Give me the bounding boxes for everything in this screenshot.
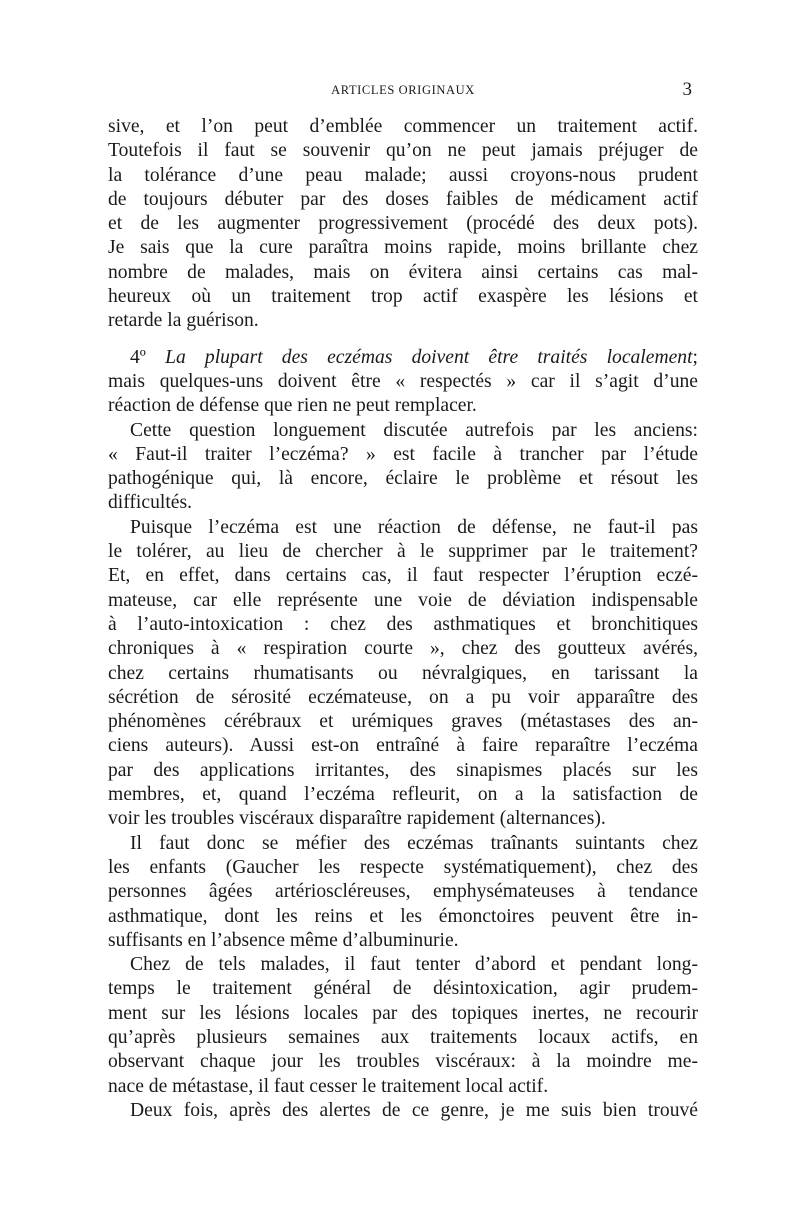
book-page [108, 0, 698, 1227]
text-line: chez certains rhumatisants ou névralgiques, en tarissant la [108, 662, 698, 684]
text-line: Il faut donc se méfier des eczémas traînants suintants chez [130, 832, 698, 854]
paragraph-2 [108, 346, 698, 419]
page-number: 3 [682, 79, 692, 100]
section-gap [108, 334, 698, 346]
paragraph-4 [108, 516, 698, 832]
paragraph-1 [108, 115, 698, 334]
text-line: Toutefois il faut se souvenir qu’on ne peut jamais préjuger de [108, 140, 698, 162]
text-line: chroniques à « respiration courte », chez des goutteux avérés, [108, 638, 698, 660]
text-line: suffisants en l’absence même d’albuminurie. [108, 929, 459, 951]
text-line: par des applications irritantes, des sinapismes placés sur les [108, 759, 698, 781]
paragraph-3 [108, 419, 698, 516]
text-line: nace de métastase, il faut cesser le traitement local actif. [108, 1075, 549, 1097]
text-line: heureux où un traitement trop actif exaspère les lésions et [108, 286, 698, 308]
text-line: sive, et l’on peut d’emblée commencer un traitement actif. [108, 116, 698, 137]
text-line: Et, en effet, dans certains cas, il faut respecter l’éruption eczé- [108, 565, 698, 587]
text-line: Puisque l’eczéma est une réaction de défense, ne faut-il pas [130, 516, 698, 538]
text-line: voir les troubles viscéraux disparaître rapidement (alternances). [108, 808, 606, 830]
text-line: temps le traitement général de désintoxication, agir prudem- [108, 978, 698, 1000]
text-line: ment sur les lésions locales par des topiques inertes, ne recourir [108, 1002, 698, 1024]
text-line: la tolérance d’une peau malade; aussi croyons-nous prudent [108, 164, 698, 186]
section-heading [108, 346, 698, 370]
text-line: « Faut-il traiter l’eczéma? » est facile à trancher par l’étude [108, 443, 698, 465]
text-line: difficultés. [108, 492, 192, 514]
running-head [108, 80, 698, 102]
text-line: réaction de défense que rien ne peut remplacer. [108, 395, 477, 417]
text-line: mais quelques-uns doivent être « respectés » car il s’agit d’une [108, 370, 698, 392]
paragraph-5 [108, 832, 698, 953]
text-line: les enfants (Gaucher les respecte systématiquement), chez des [108, 856, 698, 878]
text-line: Chez de tels malades, il faut tenter d’abord et pendant long- [130, 954, 698, 976]
text-line: personnes âgées artérioscléreuses, emphysémateuses à tendance [108, 881, 698, 903]
text-line: à l’auto-intoxication : chez des asthmatiques et bronchitiques [108, 613, 698, 635]
text-line: retarde la guérison. [108, 310, 259, 332]
heading-number: 4º [130, 346, 146, 368]
text-line: membres, et, quand l’eczéma refleurit, on a la satisfaction de [108, 784, 698, 806]
text-line: Je sais que la cure paraîtra moins rapide, moins brillante chez [108, 237, 698, 259]
heading-italic: La plupart des eczémas doivent être traités localement [165, 346, 693, 368]
text-line: ciens auteurs). Aussi est-on entraîné à faire reparaître l’eczéma [108, 735, 698, 757]
text-line: et de les augmenter progressivement (procédé des deux pots). [108, 213, 698, 235]
paragraph-7 [108, 1099, 698, 1123]
text-line: sécrétion de sérosité eczémateuse, on a pu voir apparaître des [108, 686, 698, 708]
text-line: le tolérer, au lieu de chercher à le supprimer par le traitement? [108, 541, 698, 563]
text-line: phénomènes cérébraux et urémiques graves (métastases des an- [108, 711, 698, 733]
text-line: observant chaque jour les troubles viscéraux: à la moindre me- [108, 1051, 698, 1073]
text-line: asthmatique, dont les reins et les émonctoires peuvent être in- [108, 905, 698, 927]
text-line: nombre de malades, mais on évitera ainsi certains cas mal- [108, 261, 698, 283]
text-line: Deux fois, après des alertes de ce genre, je me suis bien trouvé [130, 1099, 698, 1121]
text-line: de toujours débuter par des doses faibles de médicament actif [108, 188, 698, 210]
running-title: ARTICLES ORIGINAUX [331, 83, 475, 97]
paragraph-6 [108, 953, 698, 1099]
heading-tail: ; [692, 346, 698, 368]
text-line: Cette question longuement discutée autrefois par les anciens: [130, 419, 698, 441]
body-text [108, 115, 698, 1123]
text-line: qu’après plusieurs semaines aux traitements locaux actifs, en [108, 1026, 698, 1048]
text-line: mateuse, car elle représente une voie de déviation indispensable [108, 589, 698, 611]
text-line: pathogénique qui, là encore, éclaire le problème et résout les [108, 468, 698, 490]
